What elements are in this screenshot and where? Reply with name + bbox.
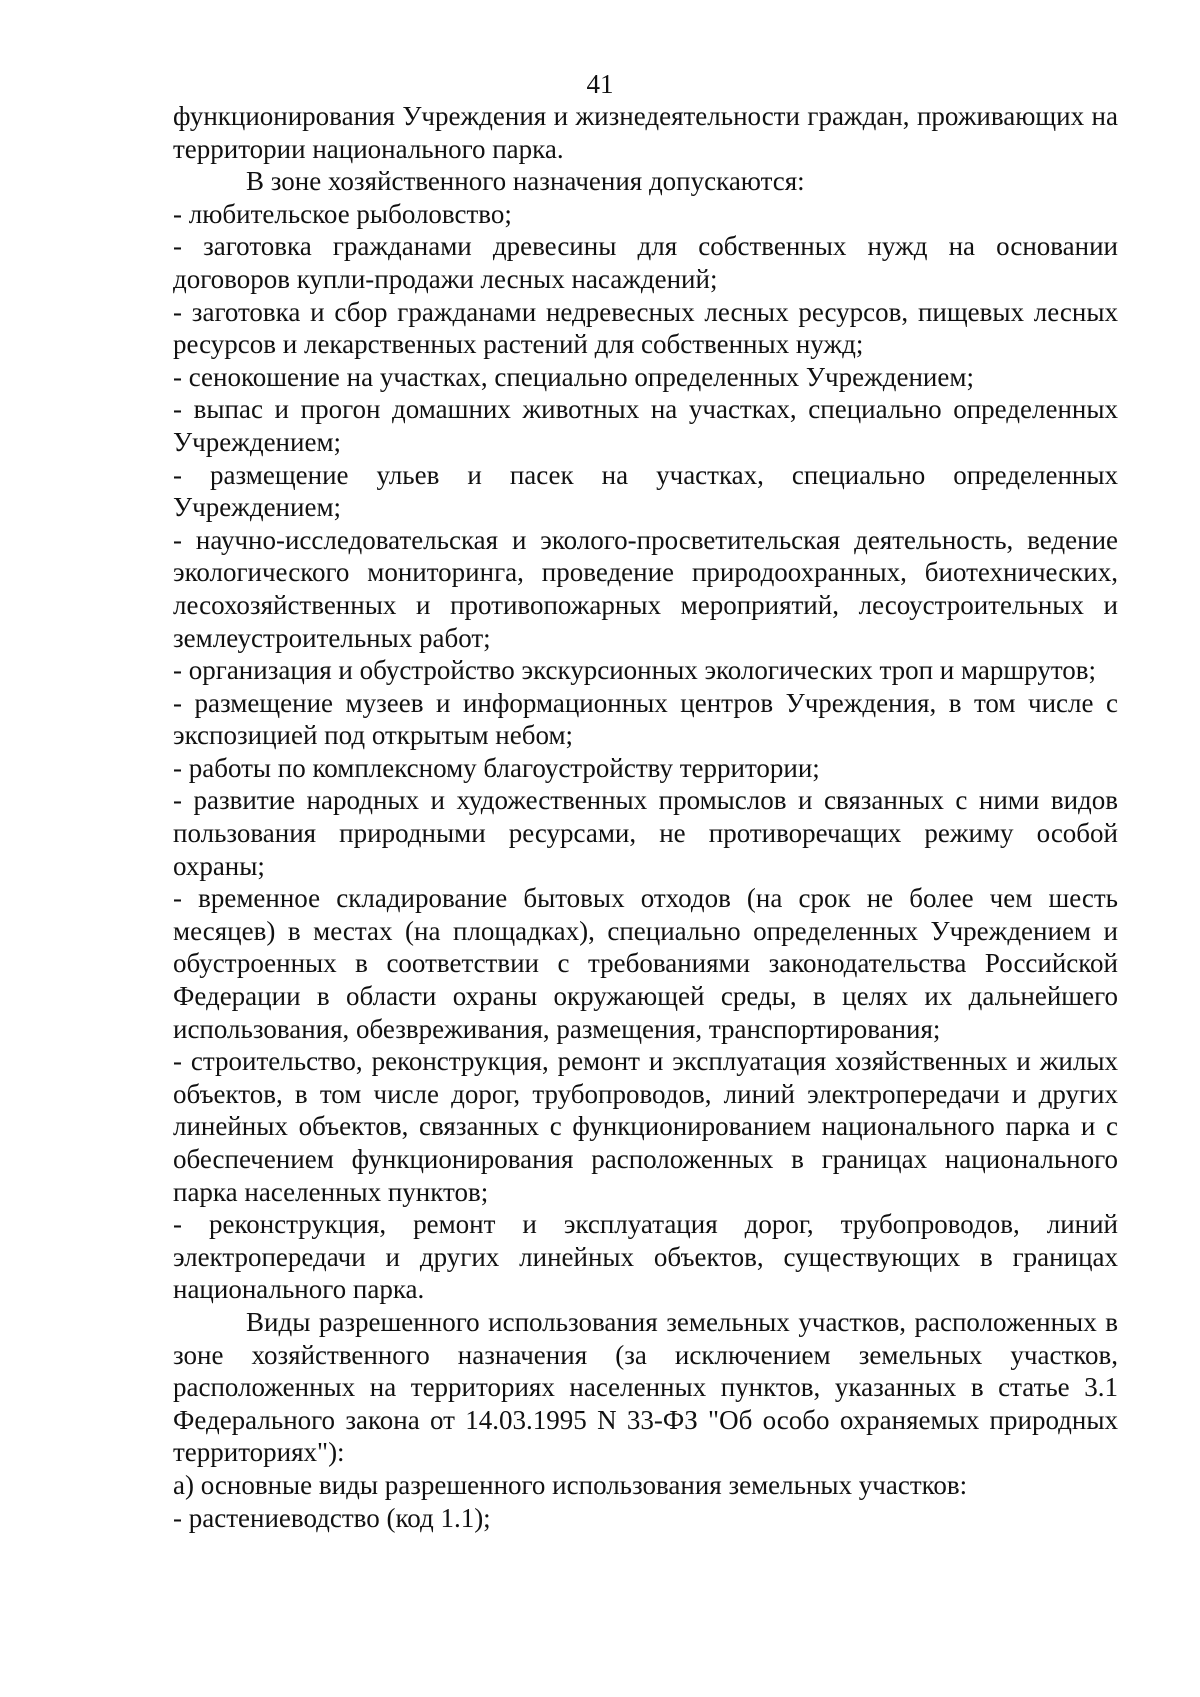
- paragraph-land-use-types: Виды разрешенного использования земельных участков, расположенных в зоне хозяйственного назначения (за исключением земельных участков, расположенных на территориях населенных пунктов, указанных в статье 3.1 Федерального закона от 14.03.1995 N 33-ФЗ "Об особо охраняемых природных территориях"):: [173, 1306, 1118, 1468]
- list-item-construction: - строительство, реконструкция, ремонт и эксплуатация хозяйственных и жилых объектов, в том числе дорог, трубопроводов, линий электропередачи и других линейных объектов, связанных с функционированием национального парка и с обеспечением функционирования расположенных в границах национального парка населенных пунктов;: [173, 1046, 1118, 1207]
- list-item-trails: - организация и обустройство экскурсионных экологических троп и маршрутов;: [173, 655, 1097, 686]
- paragraph-main-land-use: а) основные виды разрешенного использования земельных участков:: [173, 1469, 968, 1500]
- list-item-fishing: - любительское рыболовство;: [173, 198, 512, 229]
- list-item-crafts: - развитие народных и художественных промыслов и связанных с ними видов пользования природными ресурсами, не противоречащих режиму особой охраны;: [173, 785, 1118, 881]
- list-item-haymaking: - сенокошение на участках, специально определенных Учреждением;: [173, 361, 974, 392]
- paragraph-economic-zone-intro: В зоне хозяйственного назначения допускаются:: [246, 166, 805, 197]
- list-item-crop-production: - растениеводство (код 1.1);: [173, 1502, 491, 1533]
- list-item-reconstruction: - реконструкция, ремонт и эксплуатация дорог, трубопроводов, линий электропередачи и других линейных объектов, существующих в границах национального парка.: [173, 1209, 1118, 1305]
- list-item-non-timber-resources: - заготовка и сбор гражданами недревесных лесных ресурсов, пищевых лесных ресурсов и лекарственных растений для собственных нужд;: [173, 296, 1118, 360]
- list-item-landscaping: - работы по комплексному благоустройству территории;: [173, 752, 820, 783]
- list-item-timber-harvesting: - заготовка гражданами древесины для собственных нужд на основании договоров купли-продажи лесных насаждений;: [173, 231, 1118, 294]
- document-body: [173, 100, 1118, 1534]
- list-item-beehives: - размещение ульев и пасек на участках, специально определенных Учреждением;: [173, 459, 1118, 523]
- list-item-research: - научно-исследовательская и эколого-просветительская деятельность, ведение экологического мониторинга, проведение природоохранных, биотехнических, лесохозяйственных и противопожарных мероприятий, лесоустроительных и землеустроительных работ;: [173, 524, 1118, 653]
- list-item-waste-storage: - временное складирование бытовых отходов (на срок не более чем шесть месяцев) в местах (на площадках), специально определенных Учреждением и обустроенных в соответствии с требованиями законодательства Российской Федерации в области охраны окружающей среды, в целях их дальнейшего использования, обезвреживания, размещения, транспортирования;: [173, 883, 1118, 1044]
- page-number: 41: [586, 69, 614, 99]
- paragraph-continuation: функционирования Учреждения и жизнедеятельности граждан, проживающих на территории национального парка.: [173, 101, 1118, 164]
- list-item-museums: - размещение музеев и информационных центров Учреждения, в том числе с экспозицией под открытым небом;: [173, 687, 1118, 751]
- list-item-grazing: - выпас и прогон домашних животных на участках, специально определенных Учреждением;: [173, 394, 1118, 457]
